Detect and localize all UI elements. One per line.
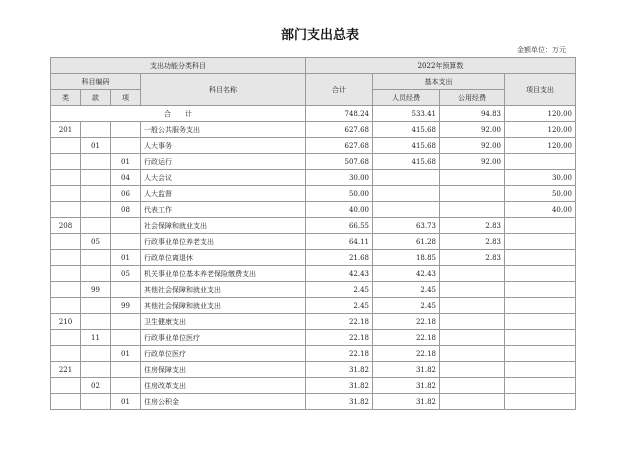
personnel-cell: 63.73 [373,218,440,234]
project-cell [505,282,576,298]
personnel-cell [373,186,440,202]
subject-name-cell: 住房保障支出 [141,362,306,378]
public-cell [440,170,505,186]
subject-name-cell: 机关事业单位基本养老保险缴费支出 [141,266,306,282]
personnel-cell: 31.82 [373,362,440,378]
project-cell: 50.00 [505,186,576,202]
table-row [51,138,576,154]
kuan-code-cell: 02 [81,378,111,394]
personnel-cell: 61.28 [373,234,440,250]
total-cell: 50.00 [306,186,373,202]
public-cell [440,202,505,218]
public-cell [440,266,505,282]
project-cell: 120.00 [505,122,576,138]
header-public: 公用经费 [440,90,505,106]
table-row [51,154,576,170]
lei-code-cell [51,394,81,410]
table-row [51,122,576,138]
subject-name-cell: 行政事业单位养老支出 [141,234,306,250]
personnel-cell: 415.68 [373,122,440,138]
lei-code-cell [51,234,81,250]
kuan-code-cell [81,250,111,266]
xiang-code-cell [111,378,141,394]
header-project-expense: 项目支出 [505,74,576,106]
subject-name-cell: 行政事业单位医疗 [141,330,306,346]
lei-code-cell [51,154,81,170]
page-title: 部门支出总表 [280,28,359,43]
public-cell [440,362,505,378]
subject-name-cell: 行政单位医疗 [141,346,306,362]
table-row [51,218,576,234]
table-row [51,186,576,202]
table-row [51,346,576,362]
lei-code-cell: 210 [51,314,81,330]
project-cell [505,234,576,250]
personnel-cell: 533.41 [373,106,440,122]
xiang-code-cell [111,138,141,154]
xiang-code-cell [111,218,141,234]
table-row [51,266,576,282]
lei-code-cell [51,170,81,186]
personnel-cell: 22.18 [373,346,440,362]
project-cell [505,218,576,234]
lei-code-cell [51,298,81,314]
personnel-cell [373,170,440,186]
subject-name-cell: 人大会议 [141,170,306,186]
total-cell: 748.24 [306,106,373,122]
subject-name-cell: 社会保障和就业支出 [141,218,306,234]
xiang-code-cell: 08 [111,202,141,218]
subject-name-cell: 住房公积金 [141,394,306,410]
total-cell: 2.45 [306,298,373,314]
public-cell [440,346,505,362]
header-year-budget: 2022年预算数 [306,58,576,74]
project-cell [505,154,576,170]
header-kuan: 款 [81,90,111,106]
public-cell [440,298,505,314]
table-row [51,250,576,266]
subject-name-cell: 行政运行 [141,154,306,170]
xiang-code-cell [111,314,141,330]
public-cell [440,330,505,346]
kuan-code-cell [81,122,111,138]
public-cell [440,314,505,330]
header-basic-expense: 基本支出 [373,74,505,90]
kuan-code-cell [81,170,111,186]
public-cell [440,394,505,410]
total-cell: 22.18 [306,330,373,346]
table-row [51,298,576,314]
total-cell: 64.11 [306,234,373,250]
lei-code-cell: 208 [51,218,81,234]
kuan-code-cell [81,362,111,378]
personnel-cell: 2.45 [373,298,440,314]
lei-code-cell [51,346,81,362]
total-cell: 31.82 [306,394,373,410]
lei-code-cell [51,378,81,394]
total-cell: 42.43 [306,266,373,282]
total-cell: 22.18 [306,314,373,330]
total-cell: 627.68 [306,138,373,154]
total-cell: 31.82 [306,378,373,394]
total-cell: 507.68 [306,154,373,170]
table-row [51,362,576,378]
kuan-code-cell [81,202,111,218]
personnel-cell: 22.18 [373,330,440,346]
project-cell: 120.00 [505,138,576,154]
public-cell: 94.83 [440,106,505,122]
expenditure-table [50,57,576,410]
kuan-code-cell [81,218,111,234]
personnel-cell [373,202,440,218]
subject-name-cell: 人大监督 [141,186,306,202]
header-lei: 类 [51,90,81,106]
xiang-code-cell: 01 [111,394,141,410]
total-cell: 31.82 [306,362,373,378]
total-cell: 627.68 [306,122,373,138]
header-subject-name: 科目名称 [141,74,306,106]
kuan-code-cell: 99 [81,282,111,298]
table-row [51,394,576,410]
project-cell [505,378,576,394]
table-row [51,202,576,218]
project-cell [505,266,576,282]
project-cell: 120.00 [505,106,576,122]
kuan-code-cell [81,298,111,314]
xiang-code-cell [111,234,141,250]
xiang-code-cell: 99 [111,298,141,314]
subject-name-cell: 其他社会保障和就业支出 [141,282,306,298]
header-personnel: 人员经费 [373,90,440,106]
kuan-code-cell [81,266,111,282]
xiang-code-cell: 05 [111,266,141,282]
table-row [51,282,576,298]
header-subject-code: 科目编码 [51,74,141,90]
xiang-code-cell [111,362,141,378]
table-row [51,378,576,394]
subject-name-cell: 行政单位离退休 [141,250,306,266]
public-cell: 2.83 [440,218,505,234]
public-cell: 2.83 [440,250,505,266]
kuan-code-cell: 05 [81,234,111,250]
xiang-code-cell: 01 [111,346,141,362]
project-cell [505,314,576,330]
public-cell [440,282,505,298]
table-row [51,330,576,346]
lei-code-cell [51,202,81,218]
public-cell: 92.00 [440,154,505,170]
total-cell: 30.00 [306,170,373,186]
total-cell: 21.68 [306,250,373,266]
lei-code-cell [51,282,81,298]
personnel-cell: 22.18 [373,314,440,330]
header-xiang: 项 [111,90,141,106]
xiang-code-cell: 06 [111,186,141,202]
xiang-code-cell: 04 [111,170,141,186]
lei-code-cell: 201 [51,122,81,138]
lei-code-cell [51,266,81,282]
xiang-code-cell: 01 [111,250,141,266]
project-cell: 40.00 [505,202,576,218]
personnel-cell: 31.82 [373,378,440,394]
lei-code-cell [51,138,81,154]
personnel-cell: 42.43 [373,266,440,282]
total-cell: 22.18 [306,346,373,362]
kuan-code-cell: 11 [81,330,111,346]
kuan-code-cell: 01 [81,138,111,154]
kuan-code-cell [81,394,111,410]
project-cell [505,250,576,266]
subject-name-cell: 住房改革支出 [141,378,306,394]
lei-code-cell [51,186,81,202]
project-cell [505,298,576,314]
total-row [51,106,576,122]
public-cell [440,186,505,202]
lei-code-cell [51,330,81,346]
subject-name-cell: 一般公共服务支出 [141,122,306,138]
kuan-code-cell [81,154,111,170]
lei-code-cell: 221 [51,362,81,378]
public-cell: 2.83 [440,234,505,250]
project-cell [505,362,576,378]
table-row [51,234,576,250]
total-label: 合 计 [51,106,306,122]
xiang-code-cell [111,330,141,346]
header-total: 合计 [306,74,373,106]
personnel-cell: 31.82 [373,394,440,410]
xiang-code-cell: 01 [111,154,141,170]
personnel-cell: 415.68 [373,138,440,154]
kuan-code-cell [81,346,111,362]
project-cell: 30.00 [505,170,576,186]
xiang-code-cell [111,282,141,298]
total-cell: 66.55 [306,218,373,234]
subject-name-cell: 人大事务 [141,138,306,154]
personnel-cell: 415.68 [373,154,440,170]
personnel-cell: 18.85 [373,250,440,266]
project-cell [505,330,576,346]
header-func-class: 支出功能分类科目 [51,58,306,74]
subject-name-cell: 卫生健康支出 [141,314,306,330]
personnel-cell: 2.45 [373,282,440,298]
kuan-code-cell [81,314,111,330]
subject-name-cell: 代表工作 [141,202,306,218]
xiang-code-cell [111,122,141,138]
table-row [51,314,576,330]
total-cell: 2.45 [306,282,373,298]
public-cell [440,378,505,394]
project-cell [505,394,576,410]
total-cell: 40.00 [306,202,373,218]
kuan-code-cell [81,186,111,202]
lei-code-cell [51,250,81,266]
unit-label: 金额单位：万元 [517,46,566,54]
public-cell: 92.00 [440,122,505,138]
public-cell: 92.00 [440,138,505,154]
subject-name-cell: 其他社会保障和就业支出 [141,298,306,314]
table-row [51,170,576,186]
project-cell [505,346,576,362]
